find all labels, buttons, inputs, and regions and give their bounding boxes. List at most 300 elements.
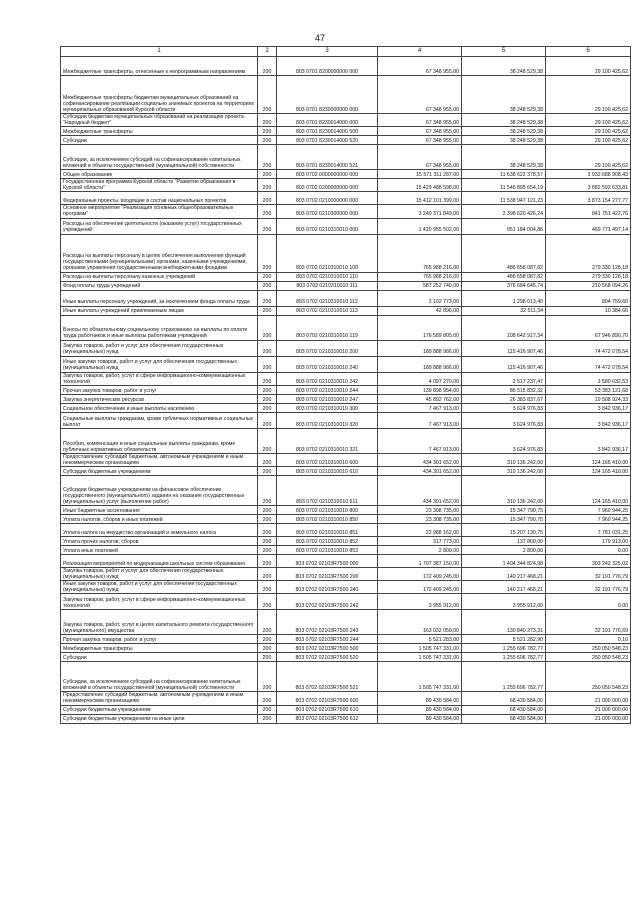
row-name-cell: Субсидии, за исключением субсидий на софинансирование капитальных вложений в объекты государственной (муниципальной) собственности	[61, 145, 258, 170]
row-executed-cell: 951 184 004,86	[462, 218, 546, 234]
row-executed-cell: 1 298 013,40	[462, 290, 546, 306]
row-code-cell: 803 0702 0210310010 110	[277, 272, 378, 281]
row-grbs-cell: 200	[258, 315, 277, 340]
row-grbs-cell: 200	[258, 272, 277, 281]
row-approved-cell: 2 800,00	[378, 545, 462, 554]
row-unexecuted-cell: 124 165 410,00	[546, 453, 631, 466]
row-name-cell: Закупка товаров, работ и услуг для обеспечения государственных (муниципальных) нужд	[61, 340, 258, 356]
row-name-cell: Расходы на выплаты персоналу в целях обеспечения выполнения функций государственными (муниципальными) органами, казенными учреждениями, органами управления государственными внебюджетными фондами	[61, 234, 258, 272]
row-name-cell: Пособия, компенсации и иные социальные выплаты гражданам, кроме публичных нормативных обязательств	[61, 428, 258, 453]
row-unexecuted-cell: 841 751 422,76	[546, 205, 631, 218]
row-name-cell: Основное мероприятие "Реализация основных общеобразовательных программ"	[61, 205, 258, 218]
row-approved-cell: 172 409 245,00	[378, 581, 462, 594]
row-executed-cell: 38 248 529,38	[462, 114, 546, 127]
row-executed-cell: 2 398 620 426,24	[462, 205, 546, 218]
row-unexecuted-cell: 0,00	[546, 594, 631, 610]
row-executed-cell: 68 430 584,00	[462, 705, 546, 714]
row-code-cell: 803 0702 02103R7500 612	[277, 714, 378, 723]
row-executed-cell: 376 684 645,74	[462, 281, 546, 290]
table-row	[61, 145, 631, 170]
row-executed-cell: 486 658 087,82	[462, 272, 546, 281]
row-grbs-cell: 200	[258, 662, 277, 692]
row-code-cell: 803 0702 0210310010 851	[277, 523, 378, 536]
row-approved-cell: 4 097 270,00	[378, 372, 462, 385]
row-grbs-cell: 200	[258, 145, 277, 170]
row-unexecuted-cell: 1 580 032,53	[546, 372, 631, 385]
row-code-cell: 803 0702 0210310010 610	[277, 466, 378, 475]
budget-report-table	[60, 46, 631, 724]
row-grbs-cell: 200	[258, 505, 277, 514]
row-grbs-cell: 200	[258, 385, 277, 394]
row-unexecuted-cell: 303 242 325,02	[546, 554, 631, 567]
header-cell: 4	[378, 47, 462, 57]
row-grbs-cell: 200	[258, 170, 277, 179]
row-grbs-cell: 200	[258, 340, 277, 356]
row-unexecuted-cell: 250 050 548,23	[546, 662, 631, 692]
row-grbs-cell: 200	[258, 635, 277, 644]
row-approved-cell: 317 773,00	[378, 536, 462, 545]
row-name-cell: Закупка товаров, работ, услуг в сфере информационно-коммуникационных технологий	[61, 594, 258, 610]
row-code-cell: 803 0702 02103R7500 610	[277, 705, 378, 714]
row-code-cell: 803 0702 0210310010 244	[277, 385, 378, 394]
row-unexecuted-cell: 3 842 936,17	[546, 428, 631, 453]
row-unexecuted-cell: 7 781 031,25	[546, 523, 631, 536]
row-grbs-cell: 200	[258, 356, 277, 372]
table-row	[61, 692, 631, 705]
row-unexecuted-cell: 3 842 936,17	[546, 412, 631, 428]
row-approved-cell: 765 988 216,00	[378, 234, 462, 272]
row-code-cell: 803 0702 02103R7500 600	[277, 692, 378, 705]
table-row	[61, 567, 631, 580]
row-unexecuted-cell: 19 508 924,33	[546, 394, 631, 403]
row-executed-cell: 11 546 895 654,19	[462, 179, 546, 192]
row-executed-cell: 38 248 529,38	[462, 145, 546, 170]
row-code-cell: 803 0702 0210310010 611	[277, 475, 378, 505]
row-name-cell: Субсидии бюджетным учреждениям	[61, 705, 258, 714]
row-executed-cell: 38 248 529,38	[462, 76, 546, 114]
table-row	[61, 205, 631, 218]
row-name-cell: Субсидии	[61, 653, 258, 662]
table-row	[61, 170, 631, 179]
row-grbs-cell: 200	[258, 76, 277, 114]
row-grbs-cell: 200	[258, 428, 277, 453]
row-approved-cell: 45 892 762,00	[378, 394, 462, 403]
row-code-cell: 803 0701 8230000000 000	[277, 76, 378, 114]
row-name-cell: Межбюджетные трансферты, отнесенные к непрограммным направлениям	[61, 57, 258, 76]
row-approved-cell: 89 430 584,00	[378, 714, 462, 723]
row-executed-cell: 137 860,00	[462, 536, 546, 545]
row-executed-cell: 86 515 832,32	[462, 385, 546, 394]
row-approved-cell: 139 898 954,00	[378, 385, 462, 394]
row-name-cell: Федеральные проекты, входящие в состав национальных проектов	[61, 192, 258, 205]
row-executed-cell: 1 255 696 782,77	[462, 653, 546, 662]
row-code-cell: 803 0701 8200000000 000	[277, 57, 378, 76]
row-code-cell: 803 0702 02103R7500 200	[277, 567, 378, 580]
table-row	[61, 412, 631, 428]
row-code-cell: 803 0702 0210310010 000	[277, 218, 378, 234]
row-grbs-cell: 200	[258, 412, 277, 428]
row-approved-cell: 7 467 913,00	[378, 412, 462, 428]
row-grbs-cell: 200	[258, 644, 277, 653]
row-approved-cell: 23 308 735,00	[378, 505, 462, 514]
row-executed-cell: 3 624 976,83	[462, 403, 546, 412]
row-executed-cell: 26 383 837,67	[462, 394, 546, 403]
row-name-cell: Иные бюджетные ассигнования	[61, 505, 258, 514]
row-executed-cell: 38 248 529,38	[462, 136, 546, 145]
table-row	[61, 428, 631, 453]
row-grbs-cell: 200	[258, 290, 277, 306]
row-grbs-cell: 200	[258, 127, 277, 136]
row-unexecuted-cell: 0,10	[546, 635, 631, 644]
row-unexecuted-cell: 29 100 425,62	[546, 145, 631, 170]
table-row	[61, 290, 631, 306]
row-approved-cell: 1 707 387 150,00	[378, 554, 462, 567]
row-name-cell: Уплата налогов, сборов и иных платежей	[61, 514, 258, 523]
table-row	[61, 594, 631, 610]
header-cell: 2	[258, 47, 277, 57]
row-code-cell: 803 0702 02103R7500 244	[277, 635, 378, 644]
row-code-cell: 803 0702 0210310010 100	[277, 234, 378, 272]
row-grbs-cell: 200	[258, 554, 277, 567]
row-unexecuted-cell: 21 000 000,00	[546, 714, 631, 723]
row-approved-cell: 1 420 955 502,00	[378, 218, 462, 234]
row-name-cell: Закупка энергетических ресурсов	[61, 394, 258, 403]
row-unexecuted-cell: 210 568 094,26	[546, 281, 631, 290]
row-executed-cell: 310 136 242,00	[462, 475, 546, 505]
row-executed-cell: 115 416 907,46	[462, 340, 546, 356]
row-name-cell: Реализация мероприятий по модернизации школьных систем образования	[61, 554, 258, 567]
row-executed-cell: 1 404 344 824,98	[462, 554, 546, 567]
row-executed-cell: 310 136 242,00	[462, 466, 546, 475]
row-code-cell: 803 0702 0210310010 240	[277, 356, 378, 372]
row-code-cell: 803 0702 0210300000 000	[277, 205, 378, 218]
row-approved-cell: 189 888 986,00	[378, 356, 462, 372]
row-approved-cell: 176 589 805,00	[378, 315, 462, 340]
row-approved-cell: 3 240 371 849,00	[378, 205, 462, 218]
table-row	[61, 466, 631, 475]
table-row	[61, 536, 631, 545]
row-code-cell: 803 0702 02103R7500 521	[277, 662, 378, 692]
row-executed-cell: 1 255 696 782,77	[462, 644, 546, 653]
row-unexecuted-cell: 32 191 776,79	[546, 581, 631, 594]
row-unexecuted-cell: 7 960 944,25	[546, 514, 631, 523]
row-grbs-cell: 200	[258, 466, 277, 475]
row-name-cell: Уплата иных платежей	[61, 545, 258, 554]
table-row	[61, 385, 631, 394]
row-approved-cell: 163 032 050,00	[378, 610, 462, 635]
row-grbs-cell: 200	[258, 234, 277, 272]
row-unexecuted-cell: 124 165 410,00	[546, 466, 631, 475]
row-name-cell: Фонд оплаты труда учреждений	[61, 281, 258, 290]
row-approved-cell: 189 888 986,00	[378, 340, 462, 356]
row-executed-cell: 310 136 242,00	[462, 453, 546, 466]
row-executed-cell: 38 248 529,38	[462, 57, 546, 76]
table-row	[61, 136, 631, 145]
row-name-cell: Закупка товаров, работ и услуг для обеспечения государственных (муниципальных) нужд	[61, 567, 258, 580]
row-name-cell: Расходы на выплаты персоналу казенных учреждений	[61, 272, 258, 281]
row-name-cell: Предоставление субсидий бюджетным, автономным учреждениям и иным некоммерческим организациям	[61, 692, 258, 705]
row-grbs-cell: 200	[258, 705, 277, 714]
row-code-cell: 803 0702 0210310010 852	[277, 536, 378, 545]
row-name-cell: Закупка товаров, работ, услуг в сфере информационно-коммуникационных технологий	[61, 372, 258, 385]
row-code-cell: 803 0702 0210310010 113	[277, 306, 378, 315]
row-unexecuted-cell: 469 771 497,14	[546, 218, 631, 234]
table-row	[61, 523, 631, 536]
row-unexecuted-cell: 3 873 154 277,77	[546, 192, 631, 205]
row-grbs-cell: 200	[258, 594, 277, 610]
row-name-cell: Субсидии бюджетным учреждениям	[61, 466, 258, 475]
row-name-cell: Субсидии, за исключением субсидий на софинансирование капитальных вложений в объекты государственной (муниципальной) собственности	[61, 662, 258, 692]
row-approved-cell: 7 467 913,00	[378, 403, 462, 412]
row-grbs-cell: 200	[258, 610, 277, 635]
row-code-cell: 803 0701 8230014000 520	[277, 136, 378, 145]
row-code-cell: 803 0702 0210310010 200	[277, 340, 378, 356]
table-row	[61, 581, 631, 594]
row-executed-cell: 11 538 947 121,23	[462, 192, 546, 205]
row-grbs-cell: 200	[258, 136, 277, 145]
table-row	[61, 635, 631, 644]
row-unexecuted-cell: 29 100 425,62	[546, 114, 631, 127]
row-approved-cell: 15 412 101 399,00	[378, 192, 462, 205]
table-row	[61, 315, 631, 340]
row-approved-cell: 2 102 773,00	[378, 290, 462, 306]
row-unexecuted-cell: 29 100 425,62	[546, 76, 631, 114]
row-name-cell: Субсидии	[61, 136, 258, 145]
table-row	[61, 76, 631, 114]
row-grbs-cell: 200	[258, 581, 277, 594]
table-row	[61, 705, 631, 714]
row-code-cell: 803 0701 8230014000 000	[277, 114, 378, 127]
row-name-cell: Прочая закупка товаров, работ и услуг	[61, 385, 258, 394]
row-name-cell: Прочая закупка товаров, работ и услуг	[61, 635, 258, 644]
row-name-cell: Социальное обеспечение и иные выплаты населению	[61, 403, 258, 412]
header-cell: 1	[61, 47, 258, 57]
row-executed-cell: 1 255 696 782,77	[462, 662, 546, 692]
table-row	[61, 340, 631, 356]
table-row	[61, 403, 631, 412]
row-name-cell: Межбюджетные трансферты	[61, 127, 258, 136]
row-unexecuted-cell: 29 100 425,62	[546, 136, 631, 145]
row-name-cell: Иные закупки товаров, работ и услуг для обеспечения государственных (муниципальных) нужд	[61, 581, 258, 594]
row-name-cell: Государственная программа Курской области "Развитие образования в Курской области"	[61, 179, 258, 192]
row-approved-cell: 67 348 955,00	[378, 136, 462, 145]
row-approved-cell: 1 505 747 331,00	[378, 644, 462, 653]
row-code-cell: 803 0702 0210310010 112	[277, 290, 378, 306]
row-executed-cell: 130 840 273,31	[462, 610, 546, 635]
table-row	[61, 714, 631, 723]
row-approved-cell: 67 348 955,00	[378, 127, 462, 136]
row-grbs-cell: 200	[258, 453, 277, 466]
row-approved-cell: 5 521 283,00	[378, 635, 462, 644]
table-row	[61, 218, 631, 234]
row-code-cell: 803 0702 0210310010 853	[277, 545, 378, 554]
row-grbs-cell: 200	[258, 545, 277, 554]
row-grbs-cell: 200	[258, 523, 277, 536]
table-row	[61, 610, 631, 635]
row-unexecuted-cell: 74 472 078,54	[546, 356, 631, 372]
row-code-cell: 803 0702 02103R7500 500	[277, 644, 378, 653]
row-grbs-cell: 200	[258, 306, 277, 315]
row-code-cell: 803 0702 0210310010 800	[277, 505, 378, 514]
row-approved-cell: 434 301 652,00	[378, 466, 462, 475]
row-executed-cell: 486 658 087,82	[462, 234, 546, 272]
row-approved-cell: 1 505 747 331,00	[378, 653, 462, 662]
row-unexecuted-cell: 21 000 000,00	[546, 692, 631, 705]
row-code-cell: 803 0701 8230014000 500	[277, 127, 378, 136]
row-grbs-cell: 200	[258, 192, 277, 205]
row-name-cell: Межбюджетные трансферты	[61, 644, 258, 653]
row-name-cell: Субсидии бюджетным учреждениям на финансовое обеспечение государственного (муниципального) задания на оказание государственных (муниципальных) услуг (выполнение работ)	[61, 475, 258, 505]
table-row	[61, 372, 631, 385]
row-approved-cell: 3 955 912,00	[378, 594, 462, 610]
row-code-cell: 803 0701 8230014000 521	[277, 145, 378, 170]
row-executed-cell: 32 511,34	[462, 306, 546, 315]
row-name-cell: Социальные выплаты гражданам, кроме публичных нормативных социальных выплат	[61, 412, 258, 428]
row-grbs-cell: 200	[258, 536, 277, 545]
row-grbs-cell: 200	[258, 281, 277, 290]
row-unexecuted-cell: 3 932 688 908,43	[546, 170, 631, 179]
table-row	[61, 192, 631, 205]
row-approved-cell: 434 301 652,00	[378, 475, 462, 505]
row-unexecuted-cell: 804 759,60	[546, 290, 631, 306]
table-row	[61, 114, 631, 127]
row-executed-cell: 115 416 907,46	[462, 356, 546, 372]
row-executed-cell: 140 217 468,21	[462, 567, 546, 580]
table-row	[61, 234, 631, 272]
row-unexecuted-cell: 29 100 425,62	[546, 57, 631, 76]
row-unexecuted-cell: 250 050 548,23	[546, 644, 631, 653]
table-row	[61, 394, 631, 403]
row-grbs-cell: 200	[258, 714, 277, 723]
row-executed-cell: 68 430 584,00	[462, 714, 546, 723]
row-grbs-cell: 200	[258, 394, 277, 403]
table-row	[61, 475, 631, 505]
row-approved-cell: 587 252 740,00	[378, 281, 462, 290]
row-executed-cell: 3 955 912,00	[462, 594, 546, 610]
row-name-cell: Закупка товаров, работ, услуг в целях капитального ремонта государственного (муниципального) имущества	[61, 610, 258, 635]
row-approved-cell: 15 571 311 287,00	[378, 170, 462, 179]
row-code-cell: 803 0702 02103R7500 520	[277, 653, 378, 662]
row-approved-cell: 67 348 955,00	[378, 76, 462, 114]
row-code-cell: 803 0702 0210310010 111	[277, 281, 378, 290]
row-unexecuted-cell: 0,00	[546, 545, 631, 554]
table-row	[61, 644, 631, 653]
row-code-cell: 803 0702 02103R7500 000	[277, 554, 378, 567]
row-unexecuted-cell: 32 191 776,79	[546, 567, 631, 580]
row-grbs-cell: 200	[258, 653, 277, 662]
row-approved-cell: 67 348 955,00	[378, 145, 462, 170]
row-approved-cell: 89 430 584,00	[378, 692, 462, 705]
row-code-cell: 803 0702 02103R7500 242	[277, 594, 378, 610]
row-unexecuted-cell: 250 050 548,23	[546, 653, 631, 662]
row-grbs-cell: 200	[258, 567, 277, 580]
row-code-cell: 803 0702 0210310010 300	[277, 403, 378, 412]
row-code-cell: 803 0702 0210310010 600	[277, 453, 378, 466]
row-grbs-cell: 200	[258, 475, 277, 505]
row-unexecuted-cell: 279 330 128,18	[546, 234, 631, 272]
row-name-cell: Субсидии бюджетным учреждениям на иные цели	[61, 714, 258, 723]
header-cell: 3	[277, 47, 378, 57]
table-row	[61, 356, 631, 372]
row-code-cell: 803 0702 02103R7500 243	[277, 610, 378, 635]
row-name-cell: Общее образование	[61, 170, 258, 179]
row-executed-cell: 11 638 622 378,57	[462, 170, 546, 179]
row-grbs-cell: 200	[258, 205, 277, 218]
row-grbs-cell: 200	[258, 114, 277, 127]
row-executed-cell: 108 642 917,34	[462, 315, 546, 340]
row-executed-cell: 68 430 584,00	[462, 692, 546, 705]
row-name-cell: Субсидии бюджетам муниципальных образований на реализацию проекта "Народный бюджет"	[61, 114, 258, 127]
row-approved-cell: 42 896,00	[378, 306, 462, 315]
row-unexecuted-cell: 21 000 000,00	[546, 705, 631, 714]
table-row	[61, 653, 631, 662]
row-approved-cell: 172 409 245,00	[378, 567, 462, 580]
row-grbs-cell: 200	[258, 403, 277, 412]
table-row	[61, 127, 631, 136]
table-row	[61, 554, 631, 567]
row-code-cell: 803 0702 0200000000 000	[277, 179, 378, 192]
table-row	[61, 505, 631, 514]
row-unexecuted-cell: 3 882 592 633,81	[546, 179, 631, 192]
table-row	[61, 306, 631, 315]
row-executed-cell: 38 248 529,38	[462, 127, 546, 136]
row-executed-cell: 15 347 790,75	[462, 514, 546, 523]
row-executed-cell: 5 521 282,90	[462, 635, 546, 644]
table-row	[61, 545, 631, 554]
row-grbs-cell: 200	[258, 218, 277, 234]
row-code-cell: 803 0702 0210000000 000	[277, 192, 378, 205]
row-name-cell: Иные закупки товаров, работ и услуг для обеспечения государственных (муниципальных) нужд	[61, 356, 258, 372]
table-row	[61, 453, 631, 466]
row-executed-cell: 3 624 976,83	[462, 412, 546, 428]
table-row	[61, 272, 631, 281]
row-approved-cell: 22 988 162,00	[378, 523, 462, 536]
row-executed-cell: 2 517 237,47	[462, 372, 546, 385]
row-code-cell: 803 0702 0210310010 321	[277, 428, 378, 453]
row-name-cell: Расходы на обеспечение деятельности (оказание услуг) государственных учреждений	[61, 218, 258, 234]
row-code-cell: 803 0702 0210310010 320	[277, 412, 378, 428]
row-grbs-cell: 200	[258, 692, 277, 705]
row-code-cell: 803 0702 0210310010 119	[277, 315, 378, 340]
row-executed-cell: 15 207 130,75	[462, 523, 546, 536]
row-executed-cell: 3 624 976,83	[462, 428, 546, 453]
row-name-cell: Иные выплаты учреждений привлекаемым лицам	[61, 306, 258, 315]
row-approved-cell: 15 429 488 598,00	[378, 179, 462, 192]
row-unexecuted-cell: 124 165 410,00	[546, 475, 631, 505]
table-row	[61, 662, 631, 692]
row-name-cell: Взносы по обязательному социальному страхованию на выплаты по оплате труда работников и иные выплаты работникам учреждений	[61, 315, 258, 340]
row-executed-cell: 140 217 468,21	[462, 581, 546, 594]
row-approved-cell: 434 301 652,00	[378, 453, 462, 466]
row-code-cell: 803 0702 0000000000 000	[277, 170, 378, 179]
table-row	[61, 514, 631, 523]
row-unexecuted-cell: 10 384,66	[546, 306, 631, 315]
row-unexecuted-cell: 29 100 425,62	[546, 127, 631, 136]
header-cell: 6	[546, 47, 631, 57]
row-unexecuted-cell: 74 472 078,54	[546, 340, 631, 356]
row-approved-cell: 67 348 955,00	[378, 57, 462, 76]
row-grbs-cell: 200	[258, 57, 277, 76]
row-grbs-cell: 200	[258, 372, 277, 385]
table-row	[61, 57, 631, 76]
row-code-cell: 803 0702 02103R7500 240	[277, 581, 378, 594]
row-approved-cell: 89 430 584,00	[378, 705, 462, 714]
row-unexecuted-cell: 32 191 776,69	[546, 610, 631, 635]
table-row	[61, 281, 631, 290]
page-number: 47	[314, 33, 325, 43]
header-cell: 5	[462, 47, 546, 57]
row-unexecuted-cell: 179 913,00	[546, 536, 631, 545]
